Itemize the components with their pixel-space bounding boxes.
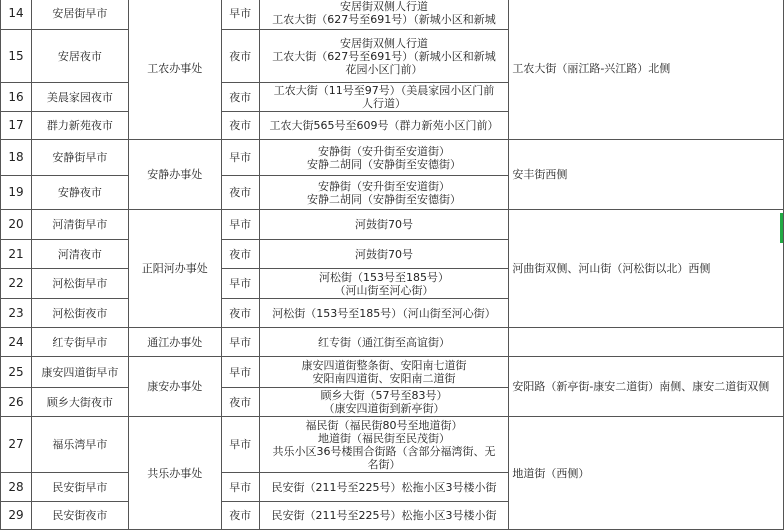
market-name: 安静夜市 [31, 176, 128, 210]
market-name: 红专街早市 [31, 328, 128, 357]
street-range: 民安街（211号至225号）松拖小区3号楼小街 [259, 502, 509, 530]
table-row [1, 357, 784, 388]
market-name: 群力新苑夜市 [31, 112, 128, 140]
street-range: 安居街双侧人行道 工农大街（627号至691号）（新城小区和新城 [259, 0, 509, 30]
office-cell: 通江办事处 [128, 328, 221, 357]
row-number: 18 [1, 140, 32, 176]
market-type: 夜市 [221, 502, 259, 530]
location-cell [509, 328, 784, 357]
row-number: 16 [1, 83, 32, 112]
market-name: 河松街早市 [31, 269, 128, 299]
market-name: 安静街早市 [31, 140, 128, 176]
row-number: 17 [1, 112, 32, 140]
market-type: 早市 [221, 357, 259, 388]
street-range: 河鼓街70号 [259, 240, 509, 269]
row-number: 24 [1, 328, 32, 357]
row-number: 28 [1, 473, 32, 502]
market-type: 早市 [221, 269, 259, 299]
market-type: 早市 [221, 417, 259, 473]
market-type: 夜市 [221, 299, 259, 328]
row-number: 29 [1, 502, 32, 530]
row-number: 21 [1, 240, 32, 269]
location-cell: 河曲街双侧、河山街（河松街以北）西侧 [509, 210, 784, 328]
market-name: 安居夜市 [31, 30, 128, 83]
row-number: 22 [1, 269, 32, 299]
office-cell: 康安办事处 [128, 357, 221, 417]
market-type: 早市 [221, 210, 259, 240]
market-type: 早市 [221, 473, 259, 502]
market-name: 安居街早市 [31, 0, 128, 30]
office-cell: 工农办事处 [128, 0, 221, 140]
street-range: 顾乡大街（57号至83号） （康安四道街到新亭街） [259, 388, 509, 417]
street-range: 河松街（153号至185号）（河山街至河心街） [259, 299, 509, 328]
street-range: 康安四道街整条街、安阳南七道街 安阳南四道街、安阳南二道街 [259, 357, 509, 388]
market-name: 美晨家园夜市 [31, 83, 128, 112]
market-name: 河清夜市 [31, 240, 128, 269]
row-number: 15 [1, 30, 32, 83]
row-number: 19 [1, 176, 32, 210]
street-range: 安静街（安升街至安道街） 安静二胡同（安静街至安德街） [259, 140, 509, 176]
market-type: 夜市 [221, 83, 259, 112]
row-number: 20 [1, 210, 32, 240]
market-name: 福乐湾早市 [31, 417, 128, 473]
market-name: 河清街早市 [31, 210, 128, 240]
market-type: 夜市 [221, 240, 259, 269]
table-row [1, 210, 784, 240]
street-range: 红专街（通江街至高谊街） [259, 328, 509, 357]
market-type: 夜市 [221, 30, 259, 83]
street-range: 工农大街（11号至97号）（美晨家园小区门前 人行道） [259, 83, 509, 112]
location-cell: 安丰街西侧 [509, 140, 784, 210]
street-range: 安静街（安升街至安道街） 安静二胡同（安静街至安德街） [259, 176, 509, 210]
table-row [1, 328, 784, 357]
location-cell: 安阳路（新亭街-康安二道街）南侧、康安二道街双侧 [509, 357, 784, 417]
street-range: 工农大街565号至609号（群力新苑小区门前） [259, 112, 509, 140]
street-range: 福民街（福民街80号至地道街） 地道街（福民街至民茂街） 共乐小区36号楼围合街路（含部分福湾街、无 名街） [259, 417, 509, 473]
row-number: 25 [1, 357, 32, 388]
street-range: 河松街（153号至185号） （河山街至河心街） [259, 269, 509, 299]
street-range: 民安街（211号至225号）松拖小区3号楼小街 [259, 473, 509, 502]
cell-selection-marker [780, 213, 783, 243]
market-type: 早市 [221, 328, 259, 357]
table-row [1, 0, 784, 30]
market-type: 早市 [221, 0, 259, 30]
market-type: 早市 [221, 140, 259, 176]
market-name: 康安四道街早市 [31, 357, 128, 388]
market-type: 夜市 [221, 388, 259, 417]
street-range: 安居街双侧人行道 工农大街（627号至691号）（新城小区和新城 花园小区门前） [259, 30, 509, 83]
row-number: 27 [1, 417, 32, 473]
table-row [1, 140, 784, 176]
office-cell: 共乐办事处 [128, 417, 221, 530]
market-name: 民安街早市 [31, 473, 128, 502]
market-name: 河松街夜市 [31, 299, 128, 328]
street-range: 河鼓街70号 [259, 210, 509, 240]
market-type: 夜市 [221, 176, 259, 210]
market-type: 夜市 [221, 112, 259, 140]
market-name: 顾乡大街夜市 [31, 388, 128, 417]
location-cell: 地道街（西侧） [509, 417, 784, 530]
row-number: 14 [1, 0, 32, 30]
row-number: 23 [1, 299, 32, 328]
office-cell: 安静办事处 [128, 140, 221, 210]
table-row [1, 417, 784, 473]
office-cell: 正阳河办事处 [128, 210, 221, 328]
market-name: 民安街夜市 [31, 502, 128, 530]
row-number: 26 [1, 388, 32, 417]
location-cell: 工农大街（丽江路-兴江路）北侧 [509, 0, 784, 140]
